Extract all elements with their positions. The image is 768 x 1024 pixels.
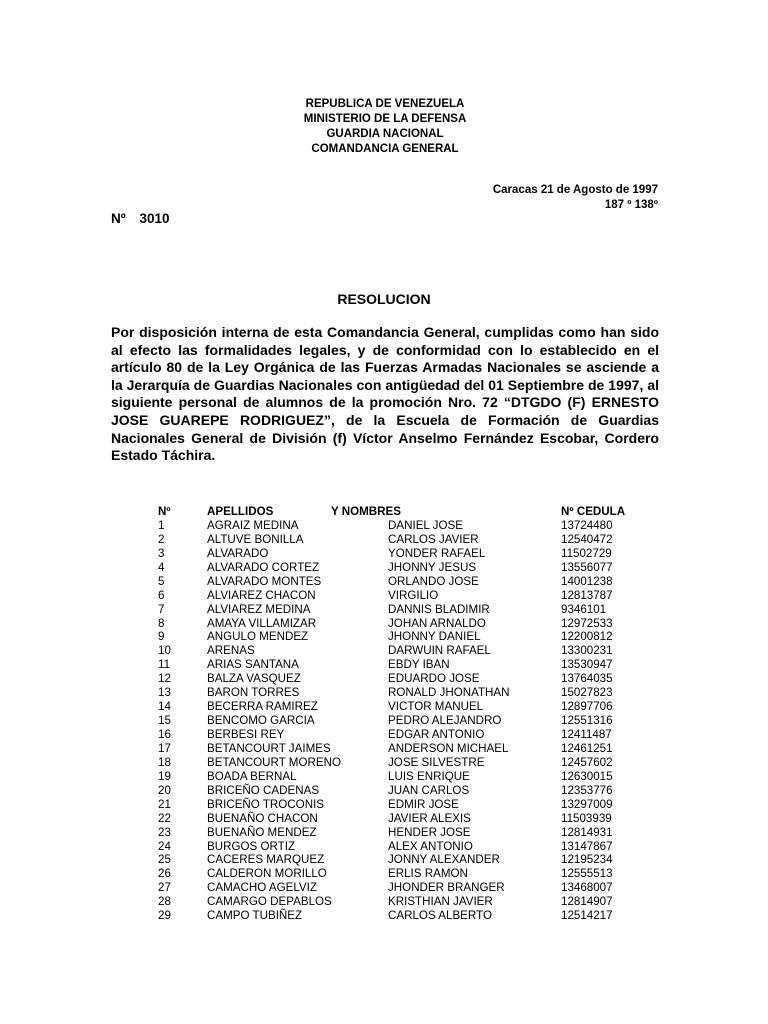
row-nombres: RONALD JHONATHAN — [388, 686, 510, 700]
row-cedula: 12514217 — [561, 909, 613, 923]
row-cedula: 12457602 — [561, 755, 613, 769]
table-row — [158, 728, 658, 742]
table-row — [158, 547, 658, 561]
row-apellidos: BURGOS ORTIZ — [207, 839, 296, 853]
number-label: Nº — [111, 211, 126, 226]
row-num: 28 — [158, 895, 171, 909]
letterhead — [270, 97, 500, 157]
row-num: 7 — [158, 602, 165, 616]
header-apellidos: APELLIDOS — [207, 505, 274, 518]
row-num: 23 — [158, 825, 171, 839]
table-row — [158, 895, 658, 909]
row-apellidos: ALVARADO — [207, 546, 269, 560]
table-row — [158, 853, 658, 867]
row-num: 6 — [158, 588, 165, 602]
row-num: 13 — [158, 686, 171, 700]
row-nombres: EBDY IBAN — [388, 658, 450, 672]
row-nombres: ANDERSON MICHAEL — [388, 741, 509, 755]
row-apellidos: ALVIAREZ CHACON — [207, 588, 316, 602]
row-cedula: 13764035 — [561, 672, 613, 686]
row-nombres: JONNY ALEXANDER — [388, 853, 500, 867]
row-apellidos: AMAYA VILLAMIZAR — [207, 616, 317, 630]
row-num: 16 — [158, 728, 171, 741]
row-apellidos: BENCOMO GARCIA — [207, 714, 315, 728]
row-cedula: 15027823 — [561, 686, 613, 700]
table-row — [158, 826, 658, 840]
document-title: RESOLUCION — [337, 291, 431, 307]
row-num: 5 — [158, 574, 165, 588]
table-header-row — [158, 505, 658, 519]
row-cedula: 12555513 — [561, 867, 613, 881]
row-num: 11 — [158, 658, 171, 672]
row-apellidos: AGRAIZ MEDINA — [207, 518, 299, 532]
row-nombres: JHONNY JESUS — [388, 560, 477, 574]
row-nombres: JOSE SILVESTRE — [388, 755, 485, 769]
row-num: 19 — [158, 769, 171, 783]
row-cedula: 13724480 — [561, 518, 613, 532]
row-apellidos: BECERRA RAMIREZ — [207, 700, 318, 714]
row-apellidos: ALTUVE BONILLA — [207, 532, 304, 546]
row-cedula: 12461251 — [561, 741, 613, 755]
table-row — [158, 533, 658, 547]
row-apellidos: CAMACHO AGELVIZ — [207, 881, 317, 895]
table-row — [158, 756, 658, 770]
row-cedula: 13556077 — [561, 560, 613, 574]
row-nombres: HENDER JOSE — [388, 825, 471, 839]
row-nombres: LUIS ENRIQUE — [388, 769, 470, 783]
table-row — [158, 658, 658, 672]
table-row — [158, 617, 658, 631]
row-nombres: EDUARDO JOSE — [388, 672, 480, 686]
row-apellidos: CAMPO TUBIÑEZ — [207, 909, 303, 923]
row-cedula: 12200812 — [561, 630, 613, 644]
table-row — [158, 798, 658, 812]
row-nombres: JAVIER ALEXIS — [388, 811, 471, 825]
row-nombres: CARLOS ALBERTO — [388, 909, 492, 923]
table-row — [158, 519, 658, 533]
row-cedula: 13530947 — [561, 658, 613, 672]
row-cedula: 9346101 — [561, 602, 607, 616]
row-cedula: 13297009 — [561, 797, 613, 811]
row-nombres: ERLIS RAMON — [388, 867, 468, 881]
row-num: 20 — [158, 783, 171, 797]
personnel-table — [158, 505, 658, 923]
row-nombres: CARLOS JAVIER — [388, 532, 479, 546]
row-num: 10 — [158, 644, 171, 658]
row-nombres: EDGAR ANTONIO — [388, 728, 485, 741]
table-row — [158, 770, 658, 784]
row-cedula: 12814931 — [561, 825, 613, 839]
row-cedula: 12353776 — [561, 783, 613, 797]
row-nombres: JHONNY DANIEL — [388, 630, 481, 644]
row-nombres: DANNIS BLADIMIR — [388, 602, 490, 616]
letterhead-line: MINISTERIO DE LA DEFENSA — [303, 113, 467, 125]
row-num: 29 — [158, 909, 171, 923]
table-row — [158, 812, 658, 826]
table-row — [158, 840, 658, 854]
row-num: 25 — [158, 853, 171, 867]
row-apellidos: BRICEÑO TROCONIS — [207, 797, 325, 811]
row-apellidos: BALZA VASQUEZ — [207, 672, 301, 686]
row-apellidos: BERBESI REY — [207, 728, 285, 741]
table-row — [158, 630, 658, 644]
row-nombres: DARWUIN RAFAEL — [388, 644, 491, 658]
letterhead-line: COMANDANCIA GENERAL — [311, 143, 459, 155]
letterhead-line: GUARDIA NACIONAL — [326, 128, 444, 140]
row-num: 12 — [158, 672, 171, 686]
row-apellidos: ALVIAREZ MEDINA — [207, 602, 311, 616]
date-line: Caracas 21 de Agosto de 1997 — [492, 184, 658, 196]
date-block — [493, 183, 658, 213]
row-num: 8 — [158, 616, 165, 630]
row-nombres: ORLANDO JOSE — [388, 574, 479, 588]
row-num: 27 — [158, 881, 171, 895]
row-apellidos: BETANCOURT JAIMES — [207, 741, 331, 755]
table-row — [158, 881, 658, 895]
row-apellidos: ANGULO MENDEZ — [207, 630, 309, 644]
row-num: 1 — [158, 518, 165, 532]
table-row — [158, 589, 658, 603]
row-nombres: YONDER RAFAEL — [388, 546, 486, 560]
row-cedula: 12551316 — [561, 714, 613, 728]
row-cedula: 12195234 — [561, 853, 613, 867]
header-cedula: Nº CEDULA — [561, 505, 626, 518]
table-row — [158, 909, 658, 923]
table-row — [158, 867, 658, 881]
row-cedula: 11503939 — [561, 811, 612, 825]
row-cedula: 14001238 — [561, 574, 613, 588]
row-nombres: DANIEL JOSE — [388, 518, 463, 532]
row-num: 21 — [158, 797, 171, 811]
header-num: Nº — [158, 505, 171, 518]
table-row — [158, 686, 658, 700]
row-apellidos: BUENAÑO MENDEZ — [207, 825, 317, 839]
row-num: 2 — [158, 532, 165, 546]
row-num: 26 — [158, 867, 171, 881]
row-apellidos: ARENAS — [207, 644, 255, 658]
table-row — [158, 644, 658, 658]
row-nombres: JHONDER BRANGER — [388, 881, 505, 895]
table-row — [158, 603, 658, 617]
row-apellidos: CACERES MARQUEZ — [207, 853, 325, 867]
row-cedula: 13468007 — [561, 881, 613, 895]
row-apellidos: BOADA BERNAL — [207, 769, 297, 783]
row-num: 22 — [158, 811, 171, 825]
row-cedula: 13147867 — [561, 839, 613, 853]
row-cedula: 12897706 — [561, 700, 613, 714]
row-nombres: PEDRO ALEJANDRO — [388, 714, 502, 728]
table-body — [158, 519, 658, 923]
row-apellidos: BARON TORRES — [207, 686, 300, 700]
row-apellidos: BUENAÑO CHACON — [207, 811, 318, 825]
row-cedula: 13300231 — [561, 644, 613, 658]
row-apellidos: BETANCOURT MORENO — [207, 755, 341, 769]
table-row — [158, 742, 658, 756]
row-apellidos: CALDERON MORILLO — [207, 867, 327, 881]
table-row — [158, 714, 658, 728]
table-row — [158, 784, 658, 798]
row-apellidos: CAMARGO DEPABLOS — [207, 895, 332, 909]
row-num: 18 — [158, 755, 171, 769]
row-num: 15 — [158, 714, 171, 728]
row-num: 3 — [158, 546, 165, 560]
header-nombres: Y NOMBRES — [331, 505, 402, 518]
row-num: 4 — [158, 560, 165, 574]
row-nombres: JUAN CARLOS — [388, 783, 470, 797]
row-cedula: 12972533 — [561, 616, 613, 630]
row-apellidos: ALVARADO MONTES — [207, 574, 322, 588]
row-num: 9 — [158, 630, 165, 644]
row-nombres: KRISTHIAN JAVIER — [388, 895, 493, 909]
row-nombres: VIRGILIO — [388, 588, 439, 602]
row-nombres: JOHAN ARNALDO — [388, 616, 486, 630]
row-num: 17 — [158, 741, 171, 755]
era-line: 187 º 138º — [604, 199, 658, 211]
row-apellidos: ALVARADO CORTEZ — [207, 560, 320, 574]
row-cedula: 12813787 — [561, 588, 613, 602]
table-row — [158, 700, 658, 714]
table-row — [158, 575, 658, 589]
letterhead-line: REPUBLICA DE VENEZUELA — [305, 98, 465, 110]
row-apellidos: ARIAS SANTANA — [207, 658, 299, 672]
resolution-number — [111, 211, 170, 226]
row-cedula: 11502729 — [561, 546, 612, 560]
row-cedula: 12411487 — [561, 728, 612, 741]
row-nombres: EDMIR JOSE — [388, 797, 459, 811]
row-num: 24 — [158, 839, 171, 853]
row-cedula: 12630015 — [561, 769, 613, 783]
table-row — [158, 561, 658, 575]
row-nombres: ALEX ANTONIO — [388, 839, 473, 853]
row-nombres: VICTOR MANUEL — [388, 700, 484, 714]
number-value: 3010 — [139, 211, 170, 226]
row-num: 14 — [158, 700, 171, 714]
row-cedula: 12540472 — [561, 532, 613, 546]
table-row — [158, 672, 658, 686]
resolution-body: Por disposición interna de esta Comandancia General, cumplidas como han sido al efecto las formalidades legales, y de conformidad con lo establecido en el artículo 80 de la Ley Orgánica de las Fuerzas Armadas Nacionales se asciende a la Jerarquía de Guardias Nacionales con antigüedad del 01 Septiembre de 1997, al siguiente personal de alumnos de la promoción Nro. 72 “DTGDO (F) ERNESTO JOSE GUAREPE RODRIGUEZ”, de la Escuela de Formación de Guardias Nacionales General de División (f) Víctor Anselmo Fernández Escobar, Cordero Estado Táchira. — [111, 324, 659, 464]
row-cedula: 12814907 — [561, 895, 613, 909]
row-apellidos: BRICEÑO CADENAS — [207, 783, 320, 797]
